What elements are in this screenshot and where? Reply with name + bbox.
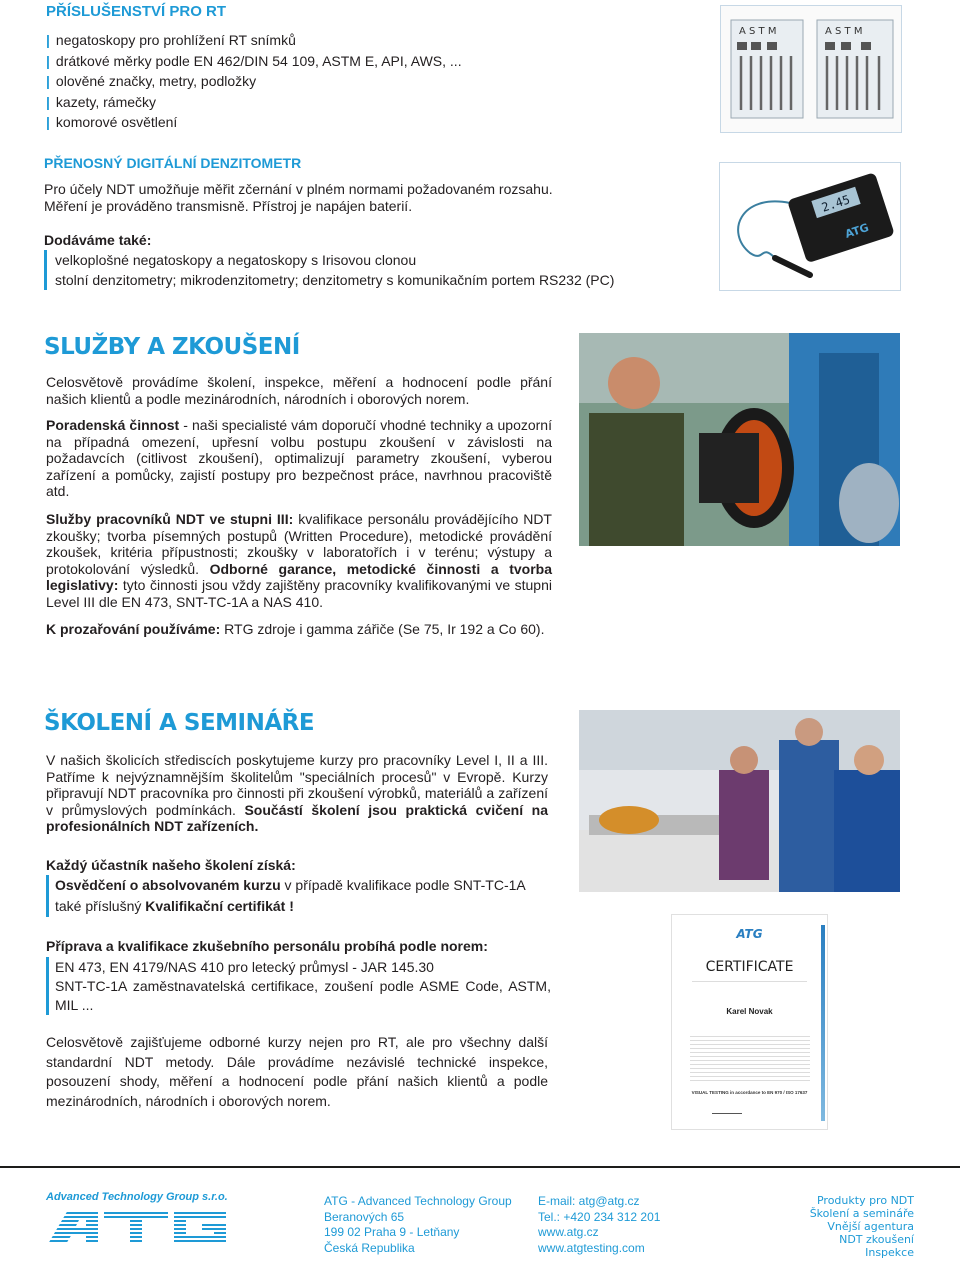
list-item: velkoplošné negatoskopy a negatoskopy s Irisovou clonou: [55, 252, 417, 268]
supply-list: [44, 250, 695, 290]
guarantee-text: tyto činnosti jsou vždy zajištěny pracovníky kvalifikovanými ve stupni Level III dle EN 473, SNT-TC-1A a NAS 410.: [46, 577, 552, 610]
supply-title: Dodáváme také:: [44, 232, 152, 248]
address-line: 199 02 Praha 9 - Letňany: [324, 1225, 460, 1239]
website-link[interactable]: www.atg.cz: [538, 1225, 599, 1239]
list-item: také příslušný Kvalifikační certifikát !: [55, 898, 294, 914]
footer-logo: [46, 1208, 228, 1244]
service-item: NDT zkoušení: [839, 1233, 914, 1246]
phone-number: Tel.: +420 234 312 201: [538, 1209, 661, 1224]
wire-gauges-photo: [720, 5, 902, 133]
services-intro: Celosvětově provádíme školení, inspekce, měření a hodnocení podle přání našich klientů a podle mezinárodních, národních i oborových norem.: [46, 374, 552, 407]
services-radiography: [46, 621, 606, 638]
level3-text: kvalifikace personálu provádějícího NDT zkoušky; tvorba písemných postupů (Written Procedure), metodické provádění zkoušek, kritéria přípustnosti; zkoušky v laboratořích i v terénu; výstupy a protokolování výsledků.: [46, 511, 552, 577]
service-item: Vnější agentura: [827, 1220, 914, 1233]
list-item: | negatoskopy pro prohlížení RT snímků: [46, 32, 296, 48]
certificate-title: CERTIFICATE: [705, 959, 794, 975]
training-title: ŠKOLENÍ A SEMINÁŘE: [44, 710, 315, 736]
densitometer-title: PŘENOSNÝ DIGITÁLNÍ DENZITOMETR: [44, 155, 302, 171]
service-item: Školení a semináře: [809, 1207, 914, 1220]
certificate-logo: ATG: [736, 927, 763, 941]
description-line: Měření je prováděno transmisně. Přístroj je napájen baterií.: [44, 198, 413, 214]
list-item: | komorové osvětlení: [46, 114, 178, 130]
list-item: stolní denzitometry; mikrodenzitometry; denzitometry s komunikačním portem RS232 (PC): [55, 272, 615, 288]
norm-list: [46, 957, 551, 1015]
norm-title: Příprava a kvalifikace zkušebního personálu probíhá podle norem:: [46, 938, 488, 954]
densitometer-photo: [719, 162, 901, 291]
training-intro-text: V našich školicích střediscích poskytujeme kurzy pro pracovníky Level I, II a III. Patříme k nejvýznamnějším školitelům "speciálních procesů" v Evropě. Kurzy připravují NDT pracovníka pro činnosti při zkoušení výrobků, materiálů a zařízení v průmyslových podmínkách.: [46, 752, 548, 818]
svg-text:A S T M: A S T M: [825, 26, 863, 37]
radiography-text: RTG zdroje i gamma zářiče (Se 75, Ir 192 a Co 60).: [220, 621, 545, 637]
radiography-label: K prozařování používáme:: [46, 621, 221, 637]
description-line: Pro účely NDT umožňuje měřit zčernání v plném normami požadovaném rozsahu.: [44, 181, 553, 197]
footer-contact: [538, 1194, 660, 1256]
services-consulting: [46, 417, 552, 500]
densitometer-description: [44, 181, 664, 215]
training-intro: [46, 752, 548, 835]
training-practice: Součástí školení jsou praktická cvičení na profesionálních NDT zařízeních.: [46, 801, 549, 834]
list-item: | drátkové měrky podle EN 462/DIN 54 109, ASTM E, API, AWS, ...: [46, 52, 462, 69]
level3-label: Služby pracovníků NDT ve stupni III:: [46, 511, 294, 527]
service-item: Produkty pro NDT: [816, 1194, 914, 1207]
services-photo: [579, 333, 900, 546]
device-brand: ATG: [843, 220, 871, 241]
service-item: Inspekce: [865, 1246, 914, 1259]
guarantee-label: Odborné garance, metodické činnosti a tvorba legislativy:: [46, 560, 552, 593]
list-item: | kazety, rámečky: [46, 93, 157, 110]
device-display: 2.45: [819, 192, 852, 215]
footer-company: Advanced Technology Group s.r.o.: [46, 1191, 228, 1203]
footer-divider: [0, 1166, 960, 1168]
list-item: EN 473, EN 4179/NAS 410 pro letecký průmysl - JAR 145.30: [55, 959, 434, 975]
services-title: SLUŽBY A ZKOUŠENÍ: [44, 334, 300, 360]
certificate-name: Karel Novak: [726, 1007, 773, 1016]
gain-list: [46, 875, 575, 917]
accessories-list: [46, 30, 646, 133]
list-item: SNT-TC-1A zaměstnavatelská certifikace, zoušení podle ASME Code, ASTM, MIL ...: [55, 978, 551, 1013]
list-item: | olověné značky, metry, podložky: [46, 73, 257, 89]
accessories-title: PŘÍSLUŠENSTVÍ PRO RT: [46, 3, 227, 20]
gain-title: Každý účastník našeho školení získá:: [46, 857, 296, 873]
list-item: Osvědčení o absolvovaném kurzu v případě kvalifikace podle SNT-TC-1A: [55, 877, 526, 893]
training-closing: Celosvětově zajišťujeme odborné kurzy nejen pro RT, ale pro všechny další standardní NDT metody. Dále provádíme nezávislé technické inspekce, posouzení shody, měření a hodnocení podle přání našich klientů a podle mezinárodních, národních i oborových norem.: [46, 1034, 548, 1109]
training-photo: [579, 710, 900, 892]
footer-address: [324, 1194, 512, 1256]
address-line: Česká Republika: [324, 1240, 415, 1255]
consulting-text: - naši specialisté vám doporučí vhodné techniky a upozorní na případná omezení, upřesní volbu postupu zkoušení v závislosti na požadavcích (citlivost zkoušení), optimalizují parametry zkoušení, vyberou zařízení a pomůcky, zajistí postupy pro bezpečnost práce, navrhnou pracoviště atd.: [46, 417, 552, 499]
certificate-image: [671, 914, 828, 1130]
address-line: ATG - Advanced Technology Group: [324, 1194, 512, 1208]
services-level3: [46, 511, 552, 610]
email-link[interactable]: E-mail: atg@atg.cz: [538, 1194, 640, 1208]
consulting-label: Poradenská činnost: [46, 417, 180, 433]
address-line: Beranových 65: [324, 1209, 405, 1224]
website-link[interactable]: www.atgtesting.com: [538, 1240, 645, 1255]
footer-services: [810, 1194, 914, 1259]
certificate-testing: VISUAL TESTING in accordance to EN 970 / ISO 17637: [691, 1090, 808, 1095]
svg-text:A S T M: A S T M: [739, 26, 777, 37]
